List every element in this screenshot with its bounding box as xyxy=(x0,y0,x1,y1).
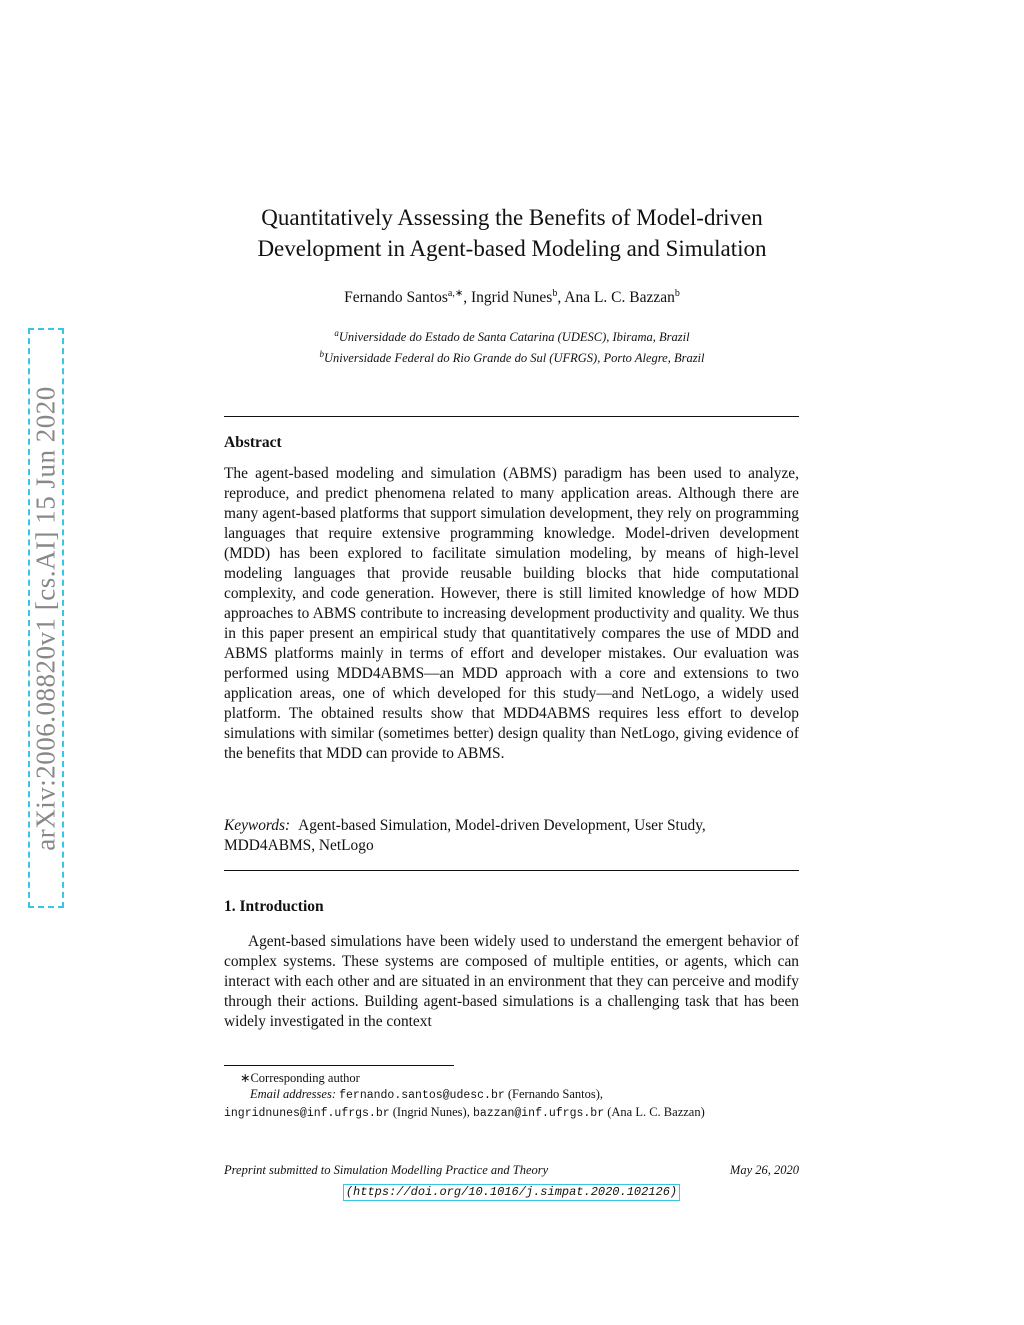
keywords xyxy=(224,816,799,856)
keywords-text: Agent-based Simulation, Model-driven Development, User Study, MDD4ABMS, NetLogo xyxy=(224,817,706,854)
author-3: Ana L. C. Bazzan xyxy=(564,289,675,307)
arxiv-stamp[interactable] xyxy=(28,328,64,908)
abstract-bottom-rule xyxy=(224,870,799,871)
preprint-date: May 26, 2020 xyxy=(729,1163,799,1177)
email-link-bazzan[interactable]: bazzan@inf.ufrgs.br xyxy=(472,1107,605,1120)
email-name-bazzan: (Ana L. C. Bazzan) xyxy=(604,1105,705,1119)
email-line-1 xyxy=(224,1086,799,1104)
title-line-2: Development in Agent-based Modeling and Simulation xyxy=(257,236,767,261)
affiliations xyxy=(200,325,824,367)
paper-title xyxy=(200,202,824,264)
email-name-nunes: (Ingrid Nunes), xyxy=(389,1105,473,1119)
section-heading-introduction: 1. Introduction xyxy=(224,898,324,915)
introduction-text: Agent-based simulations have been widely used to understand the emergent behavior of complex systems. These systems are composed of multiple entities, or agents, which can interact with each other and are situated in an environment that they can perceive and modify through their actions. Building agent-based simulations is a challenging task that has been widely investigated in the context xyxy=(224,933,799,1030)
author-1-affil: a,∗ xyxy=(447,288,464,299)
email-link-nunes[interactable]: ingridnunes@inf.ufrgs.br xyxy=(224,1107,390,1120)
email-link-santos[interactable]: fernando.santos@udesc.br xyxy=(339,1089,505,1102)
author-3-affil: b xyxy=(674,288,680,299)
footnote-rule xyxy=(224,1065,454,1066)
footnote xyxy=(224,1070,799,1122)
email-label: Email addresses: xyxy=(250,1087,336,1101)
abstract-text: The agent-based modeling and simulation (ABMS) paradigm has been used to analyze, reproduce, and predict phenomena related to many application areas. Although there are many agent-based platforms that support simulation development, they rely on programming languages that require extensive programming knowledge. Model-driven development (MDD) has been explored to facilitate simulation modeling, by means of high-level modeling languages that provide reusable building blocks that hide computational complexity, and code generation. However, there is still limited knowledge of how MDD approaches to ABMS contribute to increasing development productivity and quality. We thus in this paper present an empirical study that quantitatively compares the use of MDD and ABMS platforms mainly in terms of effort and developer mistakes. Our evaluation was performed using MDD4ABMS—an MDD approach with a core and extensions to two application areas, one of which developed for this study—and NetLogo, a widely used platform. The obtained results show that MDD4ABMS requires less effort to develop simulations with similar (sometimes better) design quality than NetLogo, giving evidence of the benefits that MDD can provide to ABMS. xyxy=(224,465,799,762)
author-list xyxy=(200,288,824,307)
arxiv-id: arXiv:2006.08820v1 [cs.AI] 15 Jun 2020 xyxy=(30,385,61,851)
affiliation-a-mark: a xyxy=(334,328,339,338)
preprint-journal: Preprint submitted to Simulation Modelling Practice and Theory xyxy=(224,1163,549,1177)
doi-container xyxy=(224,1180,799,1201)
abstract-top-rule xyxy=(224,416,799,417)
author-2-affil: b xyxy=(552,288,558,299)
affiliation-b-mark: b xyxy=(319,349,324,360)
author-sep: , xyxy=(463,289,471,307)
title-line-1: Quantitatively Assessing the Benefits of Model-driven xyxy=(261,205,763,230)
doi-link[interactable]: (https://doi.org/10.1016/j.simpat.2020.102126) xyxy=(343,1184,680,1201)
keywords-label: Keywords: xyxy=(224,817,291,834)
affiliation-b-text: Universidade Federal do Rio Grande do Sul (UFRGS), Porto Alegre, Brazil xyxy=(324,351,705,366)
abstract-heading: Abstract xyxy=(224,434,282,451)
affiliation-a xyxy=(200,325,824,346)
corresponding-author-note: ∗Corresponding author xyxy=(240,1071,360,1085)
affiliation-b xyxy=(200,346,824,367)
author-2: Ingrid Nunes xyxy=(470,289,553,307)
author-sep: , xyxy=(557,289,565,307)
email-name-santos: (Fernando Santos), xyxy=(504,1087,604,1101)
affiliation-a-text: Universidade do Estado de Santa Catarina (UDESC), Ibirama, Brazil xyxy=(338,330,690,345)
author-1: Fernando Santos xyxy=(344,289,448,307)
preprint-footer xyxy=(224,1163,799,1178)
email-line-2 xyxy=(224,1104,799,1122)
